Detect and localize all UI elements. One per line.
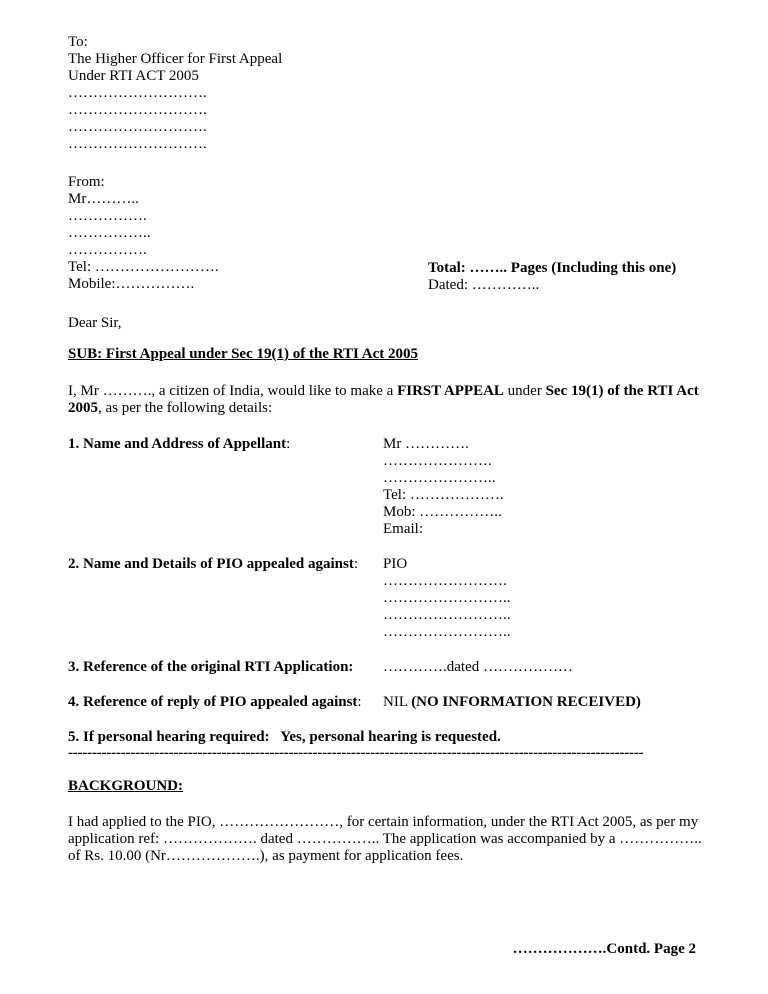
intro-line-1 [68,383,699,400]
background-paragraph [68,814,702,865]
item-value-line: PIO [383,556,408,572]
item-4-label [68,694,362,711]
continued-page-note: ……………….Contd. Page 2 [512,941,696,957]
item-label-colon: : [286,436,291,452]
to-line: ………………………. [68,119,207,135]
item-4-value [383,694,641,711]
from-line: Mr……….. [68,191,139,207]
item-value-line: ……………………. [383,573,507,589]
item-1-values [383,436,504,538]
item-2-values [383,556,511,641]
total-pages-block [428,260,676,294]
to-line: ………………………. [68,102,207,118]
item-label-text: 4. Reference of reply of PIO appealed against [68,694,358,710]
item-value-nil: NIL [383,694,412,710]
item-value-line: …………………….. [383,624,511,640]
item-label-colon: : [357,694,362,710]
item-value-no-info: (NO INFORMATION RECEIVED) [411,694,641,710]
from-line: ……………. [68,208,147,224]
from-line: Mobile:……………. [68,276,195,292]
to-line: Under RTI ACT 2005 [68,68,199,84]
dated-line: Dated: ………….. [428,277,540,293]
intro-section-ref: Sec 19(1) of the RTI Act [545,383,699,399]
subject-line: SUB: First Appeal under Sec 19(1) of the RTI Act 2005 [68,346,419,362]
from-line: ……………. [68,242,147,258]
item-label-colon: : [353,556,359,572]
item-3-value: ………….dated ……………… [383,659,573,675]
item-value-line: Tel: ………………. [383,487,504,503]
to-line: ………………………. [68,85,207,101]
to-line: To: [68,34,88,50]
from-line: From: [68,174,105,190]
to-address-block [68,34,282,153]
item-value-line: …………………….. [383,607,511,623]
item-label-text: 1. Name and Address of Appellant [68,436,287,452]
item-label-text: 2. Name and Details of PIO appealed against [68,556,354,572]
background-heading: BACKGROUND: [68,778,183,794]
item-value-line: ………………….. [383,470,496,486]
item-3-label: 3. Reference of the original RTI Application: [68,659,354,675]
item-2-label [68,556,358,573]
total-pages-line: Total: …….. Pages (Including this one) [428,260,677,276]
item-value-line: Mr …………. [383,436,469,452]
item-value-line: Mob: …………….. [383,504,502,520]
intro-text: under [503,383,546,399]
intro-text: , as per the following details: [98,400,273,416]
intro-line-2 [68,400,272,417]
separator-line: ------------------------------------------------------------------------------------------------------------------------ [68,745,644,761]
item-value-line: …………………. [383,453,492,469]
intro-text: I, Mr ………., a citizen of India, would like to make a [68,383,398,399]
to-line: ………………………. [68,136,207,152]
from-address-block [68,174,219,293]
background-line: of Rs. 10.00 (Nr……………….), as payment for application fees. [68,848,464,864]
intro-first-appeal: FIRST APPEAL [397,383,504,399]
salutation: Dear Sir, [68,315,122,331]
from-line: …………….. [68,225,151,241]
item-value-line: …………………….. [383,590,511,606]
item-5-hearing: 5. If personal hearing required: Yes, personal hearing is requested. [68,729,501,745]
background-line: I had applied to the PIO, ……………………, for certain information, under the RTI Act 2005, as per my [68,814,699,830]
item-value-line: Email: [383,521,423,537]
from-line: Tel: ……………………. [68,259,219,275]
intro-year: 2005 [68,400,98,416]
item-1-label [68,436,290,453]
background-line: application ref: ………………. dated …………….. The application was accompanied by a …………….. [68,831,702,847]
to-line: The Higher Officer for First Appeal [68,51,283,67]
